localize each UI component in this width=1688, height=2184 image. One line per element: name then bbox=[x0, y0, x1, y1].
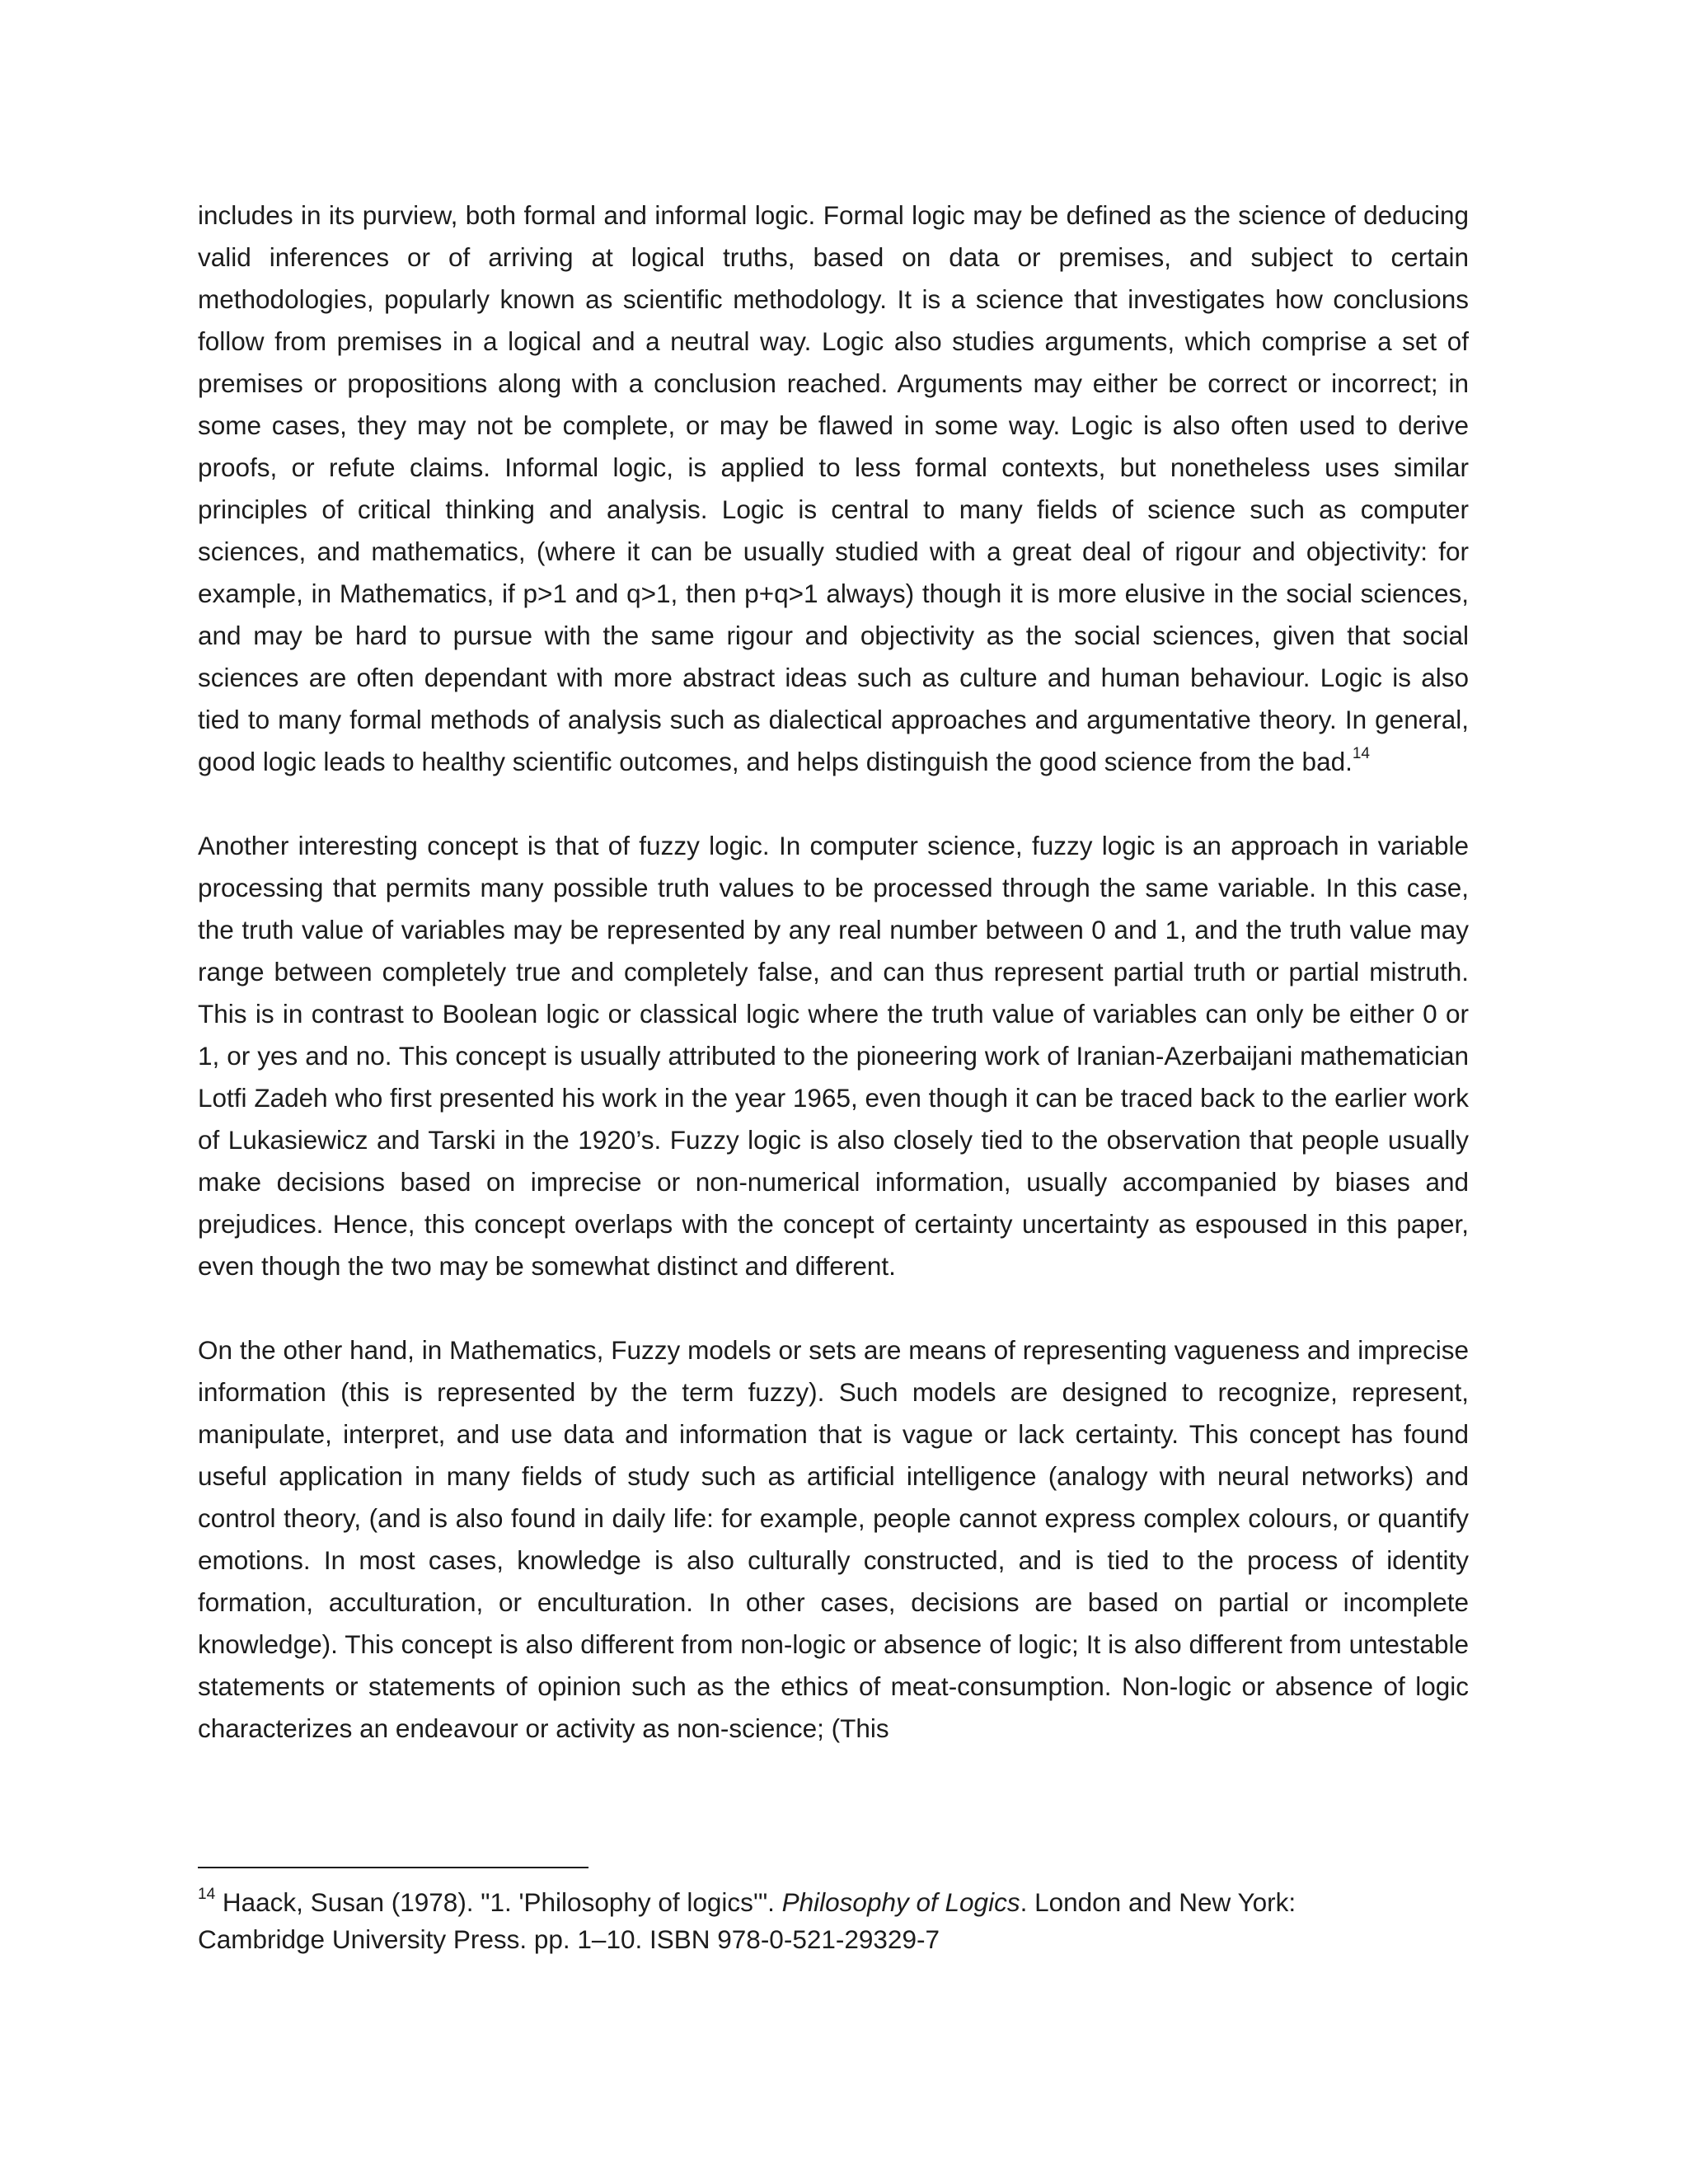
footnote-reference[interactable]: 14 bbox=[1352, 744, 1370, 762]
paragraph-fuzzy-models bbox=[198, 1329, 1469, 1750]
footnote bbox=[198, 1884, 1469, 1958]
paragraph-text: includes in its purview, both formal and informal logic. Formal logic may be defined as the science of deducing valid inferences or of arriving at logical truths, based on data or premises, and subject to certain methodologies, popularly known as scientific methodology. It is a science that investigates how conclusions follow from premises in a logical and a neutral way. Logic also studies arguments, which comprise a set of premises or propositions along with a conclusion reached. Arguments may either be correct or incorrect; in some cases, they may not be complete, or may be flawed in some way. Logic is also often used to derive proofs, or refute claims. Informal logic, is applied to less formal contexts, but nonetheless uses similar principles of critical thinking and analysis. Logic is central to many fields of science such as computer sciences, and mathematics, (where it can be usually studied with a great deal of rigour and objectivity: for example, in Mathematics, if p>1 and q>1, then p+q>1 always) though it is more elusive in the social sciences, and may be hard to pursue with the same rigour and objectivity as the social sciences, given that social sciences are often dependant with more abstract ideas such as culture and human behaviour. Logic is also tied to many formal methods of analysis such as dialectical approaches and argumentative theory. In general, good logic leads to healthy scientific outcomes, and helps distinguish the good science from the bad. bbox=[198, 200, 1469, 776]
footnote-book-title: Philosophy of Logics bbox=[781, 1887, 1020, 1917]
footnote-citation-publisher: . London and New York: bbox=[1020, 1887, 1296, 1917]
footnote-separator bbox=[198, 1867, 588, 1868]
footnote-number: 14 bbox=[198, 1885, 216, 1903]
footnote-citation-start: Haack, Susan (1978). "1. 'Philosophy of logics'". bbox=[215, 1887, 782, 1917]
paragraph-fuzzy-logic bbox=[198, 825, 1469, 1287]
document-body bbox=[198, 194, 1469, 1750]
paragraph-text: On the other hand, in Mathematics, Fuzzy models or sets are means of representing vagueness and imprecise information (this is represented by the term fuzzy). Such models are designed to recognize, represent, manipulate, interpret, and use data and information that is vague or lack certainty. This concept has found useful application in many fields of study such as artificial intelligence (analogy with neural networks) and control theory, (and is also found in daily life: for example, people cannot express complex colours, or quantify emotions. In most cases, knowledge is also culturally constructed, and is tied to the process of identity formation, acculturation, or enculturation. In other cases, decisions are based on partial or incomplete knowledge). This concept is also different from non-logic or absence of logic; It is also different from untestable statements or statements of opinion such as the ethics of meat-consumption. Non-logic or absence of logic characterizes an endeavour or activity as non-science; (This bbox=[198, 1335, 1469, 1743]
footnote-line-1 bbox=[198, 1884, 1469, 1921]
paragraph-text: Another interesting concept is that of fuzzy logic. In computer science, fuzzy logic is an approach in variable processing that permits many possible truth values to be processed through the same variable. In this case, the truth value of variables may be represented by any real number between 0 and 1, and the truth value may range between completely true and completely false, and can thus represent partial truth or partial mistruth. This is in contrast to Boolean logic or classical logic where the truth value of variables can only be either 0 or 1, or yes and no. This concept is usually attributed to the pioneering work of Iranian-Azerbaijani mathematician Lotfi Zadeh who first presented his work in the year 1965, even though it can be traced back to the earlier work of Lukasiewicz and Tarski in the 1920’s. Fuzzy logic is also closely tied to the observation that people usually make decisions based on imprecise or non-numerical information, usually accompanied by biases and prejudices. Hence, this concept overlaps with the concept of certainty uncertainty as espoused in this paper, even though the two may be somewhat distinct and different. bbox=[198, 831, 1469, 1281]
footnote-line-2: Cambridge University Press. pp. 1–10. ISBN 978-0-521-29329-7 bbox=[198, 1924, 940, 1954]
paragraph-formal-logic bbox=[198, 194, 1469, 783]
